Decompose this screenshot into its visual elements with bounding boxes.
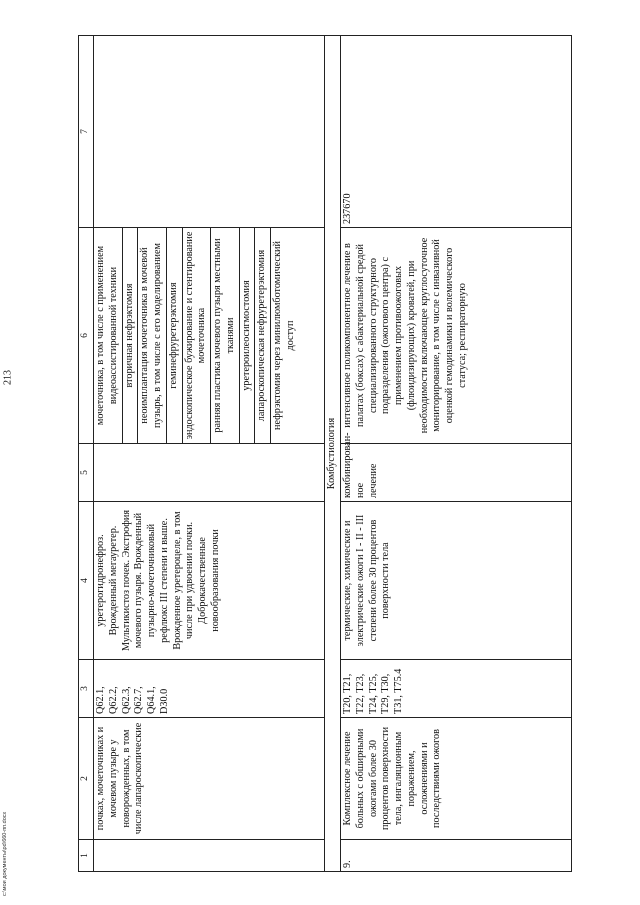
cell-number <box>94 840 325 872</box>
header-cell-3: 3 <box>79 660 94 718</box>
method-item: неоимплантация мочеточника в мочевой пузырь, в том числе с его моделированием <box>138 228 167 443</box>
method-item: вторичная нефрэктомия <box>123 228 139 443</box>
table-header-row <box>79 36 94 872</box>
cell-treatment-methods <box>94 228 325 444</box>
cell-treatment-type: комбинирован-ное лечение <box>341 444 572 502</box>
cell-treatment-type <box>94 444 325 502</box>
table-row <box>94 36 325 872</box>
header-cell-2: 2 <box>79 718 94 840</box>
cell-patient-model: термические, химические и электрические ожоги I - II - III степени более 30 процентов поверхности тела <box>341 502 572 660</box>
header-cell-7: 7 <box>79 36 94 228</box>
method-item: эндоскопическое бужирование и стентирование мочеточника <box>183 228 212 443</box>
cell-care-type: Комплексное лечение больных с обширными ожогами более 30 процентов поверхности тела, ингаляционным поражением, осложнениями и последствиями ожогов <box>341 718 572 840</box>
method-item: мочеточника, в том числе с применением видеоассистированной техники <box>94 228 123 443</box>
section-row <box>325 36 341 872</box>
cell-number: 9. <box>341 840 572 872</box>
cell-treatment-methods: интенсивное поликомпонентное лечение в палатах (боксах) с абактериальной средой специализированного структурного подразделения (ожогового центра) с применением противоожоговых (флюидизирующих) кроватей, при необходимости включающее круглосуточное мониторирование, в том числе с инвазивной оценкой гемодинамики и волемического статуса; респираторную <box>341 228 572 444</box>
method-item: геминефруретерэктомия <box>167 228 183 443</box>
header-cell-1: 1 <box>79 840 94 872</box>
cell-care-type: почках, мочеточниках и мочевом пузыре у новорожденных, в том числе лапароскопические <box>94 718 325 840</box>
medical-care-table <box>78 35 572 872</box>
header-cell-5: 5 <box>79 444 94 502</box>
rotated-table-container <box>78 36 586 872</box>
method-item: уретероилеосигмостомия <box>240 228 256 443</box>
cell-cost: 237670 <box>341 36 572 228</box>
method-item: нефрэктомия через минилюмботомический доступ <box>272 241 296 430</box>
cell-patient-model: уретерогидронефроз. Врожденный мегауретер. Мультикистоз почек. Экстрофия мочевого пузыря. Врожденный пузырно-мочеточниковый рефлюкс III степени и выше. Врожденное уретероцеле, в том числе при удвоении почки. Доброкачественные новообразования почки <box>94 502 325 660</box>
method-item: лапароскопическая нефруретерэктомия <box>255 228 271 443</box>
table-row <box>341 36 572 872</box>
section-title: Комбустиология <box>325 36 341 872</box>
header-cell-6: 6 <box>79 228 94 444</box>
method-item: ранняя пластика мочевого пузыря местными тканями <box>211 228 240 443</box>
cell-icd-codes: T20, T21, T22, T23, T24, T25, T29, T30, T31, T75.4 <box>341 660 572 718</box>
header-cell-4: 4 <box>79 502 94 660</box>
cell-icd-codes: Q62.1, Q62.2, Q62.3, Q62.7, Q64.1, D30.0 <box>94 660 325 718</box>
footer-file-path: c:\мои документы\pd\660-пп.docx <box>2 811 8 896</box>
page-number: 213 <box>2 370 14 385</box>
cell-cost <box>94 36 325 228</box>
